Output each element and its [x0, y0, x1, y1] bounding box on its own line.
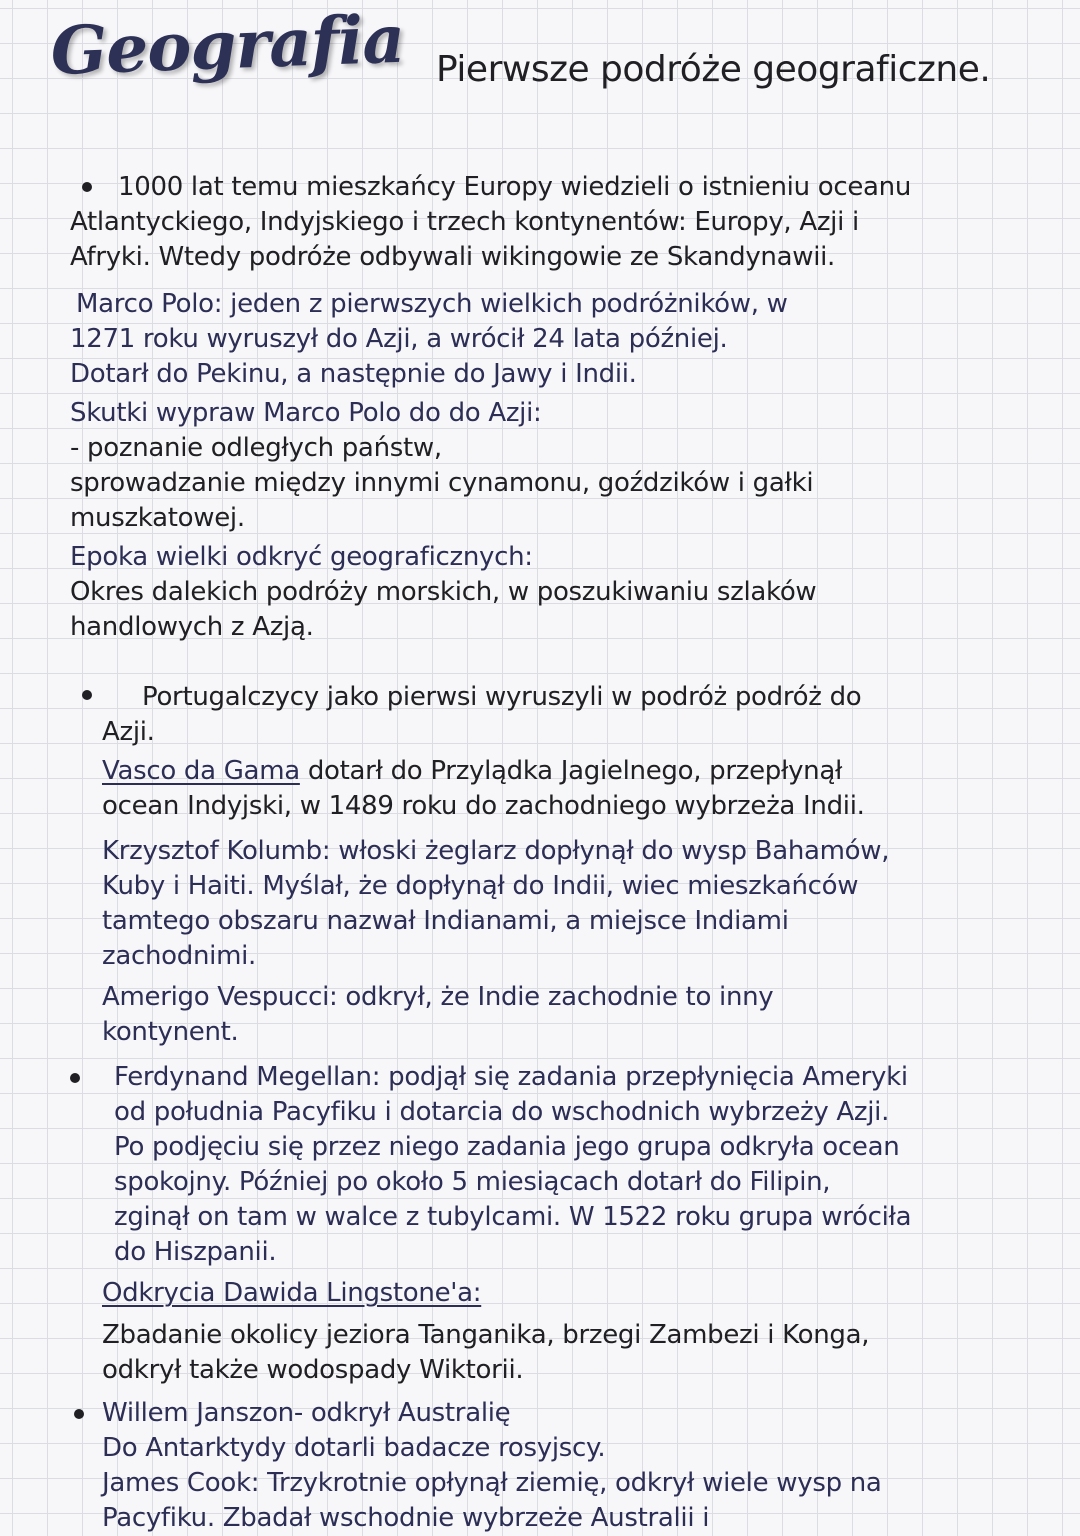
- others-line-4: Pacyfiku. Zbadał wschodnie wybrzeże Australii i: [102, 1503, 710, 1533]
- epoch-paragraph: [70, 540, 816, 645]
- magellan-line-4: spokojny. Później po około 5 miesiącach dotarł do Filipin,: [114, 1167, 831, 1197]
- others-line-3: James Cook: Trzykrotnie opłynął ziemię, odkrył wiele wysp na: [102, 1468, 882, 1498]
- columbus-line-3: tamtego obszaru nazwał Indianami, a miejsce Indiami: [102, 906, 789, 936]
- marco-polo-paragraph: [70, 287, 788, 392]
- magellan-paragraph: [114, 1060, 911, 1270]
- effects-line-3: muszkatowej.: [70, 503, 245, 533]
- others-line-2: Do Antarktydy dotarli badacze rosyjscy.: [102, 1433, 606, 1463]
- intro-line-2: Atlantyckiego, Indyjskiego i trzech kontynentów: Europy, Azji i: [70, 207, 859, 237]
- marco-polo-line-2: 1271 roku wyruszył do Azji, a wrócił 24 lata później.: [70, 324, 728, 354]
- effects-line-2: sprowadzanie między innymi cynamonu, goździków i gałki: [70, 468, 814, 498]
- magellan-line-3: Po podjęciu się przez niego zadania jego grupa odkryła ocean: [114, 1132, 900, 1162]
- epoch-line-1: Okres dalekich podróży morskich, w poszukiwaniu szlaków: [70, 577, 817, 607]
- effects-heading: Skutki wypraw Marco Polo do do Azji:: [70, 398, 542, 428]
- portugal-line-2: Azji.: [102, 717, 155, 747]
- magellan-line-5: zginął on tam w walce z tubylcami. W 1522 roku grupa wróciła: [114, 1202, 912, 1232]
- bullet-2: [82, 690, 92, 700]
- vespucci-line-2: kontynent.: [102, 1017, 239, 1047]
- magellan-line-2: od południa Pacyfiku i dotarcia do wschodnich wybrzeży Azji.: [114, 1097, 890, 1127]
- epoch-line-2: handlowych z Azją.: [70, 612, 314, 642]
- livingstone-paragraph: [102, 1276, 869, 1388]
- livingstone-line-2: odkrył także wodospady Wiktorii.: [102, 1355, 524, 1385]
- columbus-line-4: zachodnimi.: [102, 941, 256, 971]
- vasco-name: Vasco da Gama: [102, 756, 300, 786]
- bullet-4: [74, 1409, 84, 1419]
- portugal-paragraph: [102, 680, 861, 750]
- others-line-1: Willem Janszon- odkrył Australię: [102, 1398, 511, 1428]
- livingstone-line-1: Zbadanie okolicy jeziora Tanganika, brzegi Zambezi i Konga,: [102, 1320, 870, 1350]
- livingstone-heading: Odkrycia Dawida Lingstone'a:: [102, 1278, 482, 1308]
- portugal-line-1: Portugalczycy jako pierwsi wyruszyli w podróż podróż do: [142, 682, 862, 712]
- others-paragraph: [102, 1396, 882, 1536]
- intro-line-1: 1000 lat temu mieszkańcy Europy wiedzieli o istnieniu oceanu: [118, 172, 912, 202]
- bullet-3: [70, 1073, 80, 1083]
- intro-line-3: Afryki. Wtedy podróże odbywali wikingowie ze Skandynawii.: [70, 242, 836, 272]
- magellan-line-1: Ferdynand Megellan: podjął się zadania przepłynięcia Ameryki: [114, 1062, 908, 1092]
- vespucci-line-1: Amerigo Vespucci: odkrył, że Indie zachodnie to inny: [102, 982, 774, 1012]
- vasco-line-1: dotarł do Przylądka Jagielnego, przepłynął: [299, 756, 843, 786]
- intro-paragraph: [70, 170, 911, 275]
- columbus-line-1: Krzysztof Kolumb: włoski żeglarz dopłynął do wysp Bahamów,: [102, 836, 890, 866]
- marco-polo-line-1: Marco Polo: jeden z pierwszych wielkich podróżników, w: [76, 289, 788, 319]
- effects-paragraph: [70, 396, 813, 536]
- columbus-paragraph: [102, 834, 889, 974]
- columbus-line-2: Kuby i Haiti. Myślał, że dopłynął do Indii, wiec mieszkańców: [102, 871, 859, 901]
- page-title: Pierwsze podróże geograficzne.: [436, 49, 991, 90]
- epoch-heading: Epoka wielki odkryć geograficznych:: [70, 542, 533, 572]
- effects-line-1: - poznanie odległych państw,: [70, 433, 442, 463]
- magellan-line-6: do Hiszpanii.: [114, 1237, 277, 1267]
- vespucci-paragraph: [102, 980, 773, 1050]
- marco-polo-line-3: Dotarł do Pekinu, a następnie do Jawy i Indii.: [70, 359, 637, 389]
- vasco-paragraph: [102, 754, 865, 824]
- brand-logo: Geografia: [49, 0, 406, 90]
- vasco-line-2: ocean Indyjski, w 1489 roku do zachodniego wybrzeża Indii.: [102, 791, 865, 821]
